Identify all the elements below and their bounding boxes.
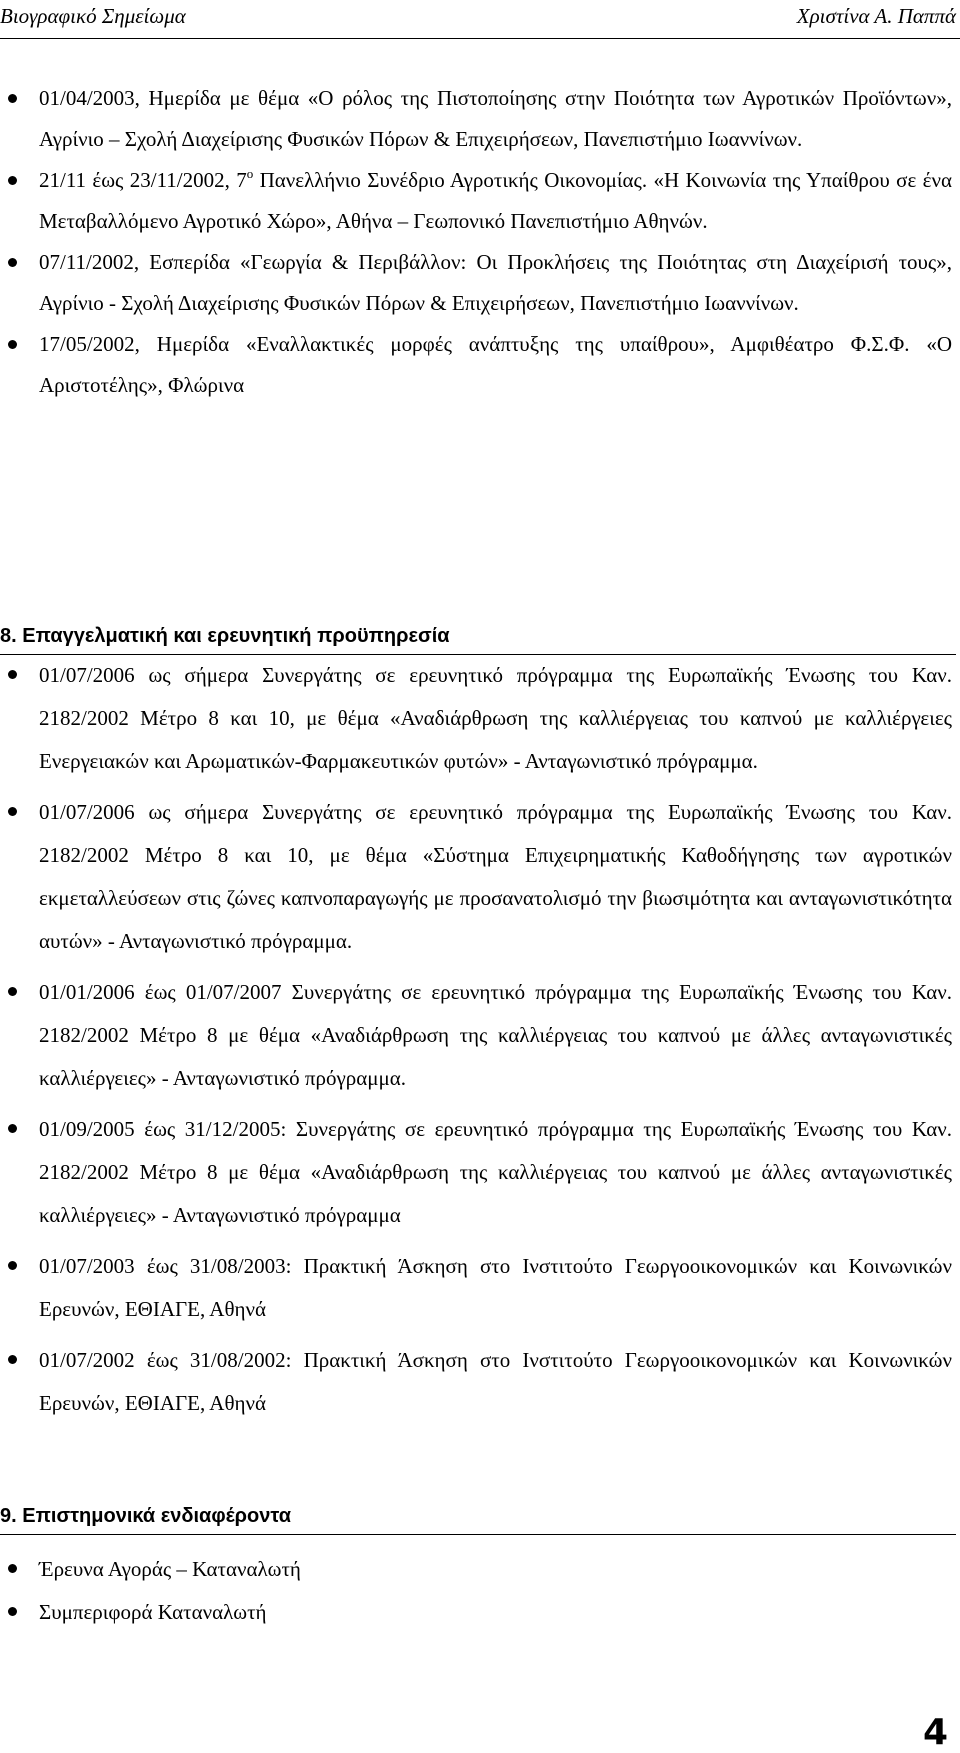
header-author-name: Χριστίνα Α. Παππά bbox=[796, 4, 956, 28]
bullet-icon bbox=[8, 1355, 17, 1364]
list-item-text: 01/09/2005 έως 31/12/2005: Συνεργάτης σε ερευνητικό πρόγραμμα της Ευρωπαϊκής Ένωσης του Καν. 2182/2002 Μέτρο 8 με θέμα «Αναδιάρθρωση της καλλιέργειας του καπνού με άλλες ανταγωνιστικές καλλιέργειες» - Ανταγωνιστικό πρόγραμμα bbox=[39, 1117, 952, 1227]
list-item-text-start: 21/11 έως 23/11/2002, 7 bbox=[39, 168, 247, 192]
list-item-text: 01/01/2006 έως 01/07/2007 Συνεργάτης σε ερευνητικό πρόγραμμα της Ευρωπαϊκής Ένωσης του Καν. 2182/2002 Μέτρο 8 με θέμα «Αναδιάρθρωση της καλλιέργειας του καπνού με άλλες ανταγωνιστικές καλλιέργειες» - Ανταγωνιστικό πρόγραμμα. bbox=[39, 980, 952, 1090]
bullet-icon bbox=[8, 987, 17, 996]
bullet-icon bbox=[8, 670, 17, 679]
list-item bbox=[0, 78, 952, 160]
bullet-icon bbox=[8, 258, 17, 267]
list-item-text: 17/05/2002, Ημερίδα «Εναλλακτικές μορφές ανάπτυξης της υπαίθρου», Αμφιθέατρο Φ.Σ.Φ. «Ο Αριστοτέλης», Φλώρινα bbox=[39, 332, 952, 397]
list-item-text: 01/07/2002 έως 31/08/2002: Πρακτική Άσκηση στο Ινστιτούτο Γεωργοοικονομικών και Κοινωνικών Ερευνών, ΕΘΙΑΓΕ, Αθηνά bbox=[39, 1348, 952, 1415]
header-document-title: Βιογραφικό Σημείωμα bbox=[0, 4, 186, 28]
list-item bbox=[0, 1245, 952, 1331]
list-item bbox=[0, 324, 952, 406]
page-header bbox=[0, 2, 960, 39]
list-item bbox=[0, 242, 952, 324]
bullet-icon bbox=[8, 1261, 17, 1270]
list-item bbox=[0, 160, 952, 242]
page-number: 4 bbox=[922, 1712, 948, 1753]
bullet-icon bbox=[8, 807, 17, 816]
list-item-text: Έρευνα Αγοράς – Καταναλωτή bbox=[39, 1557, 301, 1581]
list-item-text: 01/07/2003 έως 31/08/2003: Πρακτική Άσκηση στο Ινστιτούτο Γεωργοοικονομικών και Κοινωνικών Ερευνών, ΕΘΙΑΓΕ, Αθηνά bbox=[39, 1254, 952, 1321]
list-item bbox=[0, 971, 952, 1100]
list-item bbox=[0, 1339, 952, 1425]
interests-list bbox=[0, 1548, 952, 1634]
list-item bbox=[0, 1591, 952, 1634]
seminars-list bbox=[0, 78, 952, 406]
list-item-text: Συμπεριφορά Καταναλωτή bbox=[39, 1600, 267, 1624]
bullet-icon bbox=[8, 1607, 17, 1616]
ordinal-superscript: ο bbox=[246, 166, 254, 181]
list-item-text-end: Πανελλήνιο Συνέδριο Αγροτικής Οικονομίας. «Η Κοινωνία της Υπαίθρου σε ένα Μεταβαλλόμενο Αγροτικό Χώρο», Αθήνα – Γεωπονικό Πανεπιστήμιο Αθηνών. bbox=[39, 168, 952, 233]
bullet-icon bbox=[8, 94, 17, 103]
list-item bbox=[0, 791, 952, 963]
bullet-icon bbox=[8, 1564, 17, 1573]
list-item bbox=[0, 1108, 952, 1237]
list-item bbox=[0, 654, 952, 783]
experience-list bbox=[0, 654, 952, 1433]
list-item-text: 07/11/2002, Εσπερίδα «Γεωργία & Περιβάλλον: Οι Προκλήσεις της Ποιότητας στη Διαχείρισή τους», Αγρίνιο - Σχολή Διαχείρισης Φυσικών Πόρων & Επιχειρήσεων, Πανεπιστήμιο Ιωαννίνων. bbox=[39, 250, 952, 315]
list-item bbox=[0, 1548, 952, 1591]
bullet-icon bbox=[8, 176, 17, 185]
section-heading-experience: 8. Επαγγελματική και ερευνητική προϋπηρεσία bbox=[0, 625, 956, 655]
bullet-icon bbox=[8, 340, 17, 349]
section-heading-interests: 9. Επιστημονικά ενδιαφέροντα bbox=[0, 1505, 956, 1535]
list-item-text: 01/04/2003, Ημερίδα με θέμα «Ο ρόλος της Πιστοποίησης στην Ποιότητα των Αγροτικών Προϊόντων», Αγρίνιο – Σχολή Διαχείρισης Φυσικών Πόρων & Επιχειρήσεων, Πανεπιστήμιο Ιωαννίνων. bbox=[39, 86, 952, 151]
list-item-text: 01/07/2006 ως σήμερα Συνεργάτης σε ερευνητικό πρόγραμμα της Ευρωπαϊκής Ένωσης του Καν. 2182/2002 Μέτρο 8 και 10, με θέμα «Σύστημα Επιχειρηματικής Καθοδήγησης των αγροτικών εκμεταλλεύσεων στις ζώνες καπνοπαραγωγής με προσανατολισμό την βιωσιμότητα και ανταγωνιστικότητα αυτών» - Ανταγωνιστικό πρόγραμμα. bbox=[39, 800, 952, 953]
list-item-text: 01/07/2006 ως σήμερα Συνεργάτης σε ερευνητικό πρόγραμμα της Ευρωπαϊκής Ένωσης του Καν. 2182/2002 Μέτρο 8 και 10, με θέμα «Αναδιάρθρωση της καλλιέργειας του καπνού με καλλιέργειες Ενεργειακών και Αρωματικών-Φαρμακευτικών φυτών» - Ανταγωνιστικό πρόγραμμα. bbox=[39, 663, 952, 773]
bullet-icon bbox=[8, 1124, 17, 1133]
